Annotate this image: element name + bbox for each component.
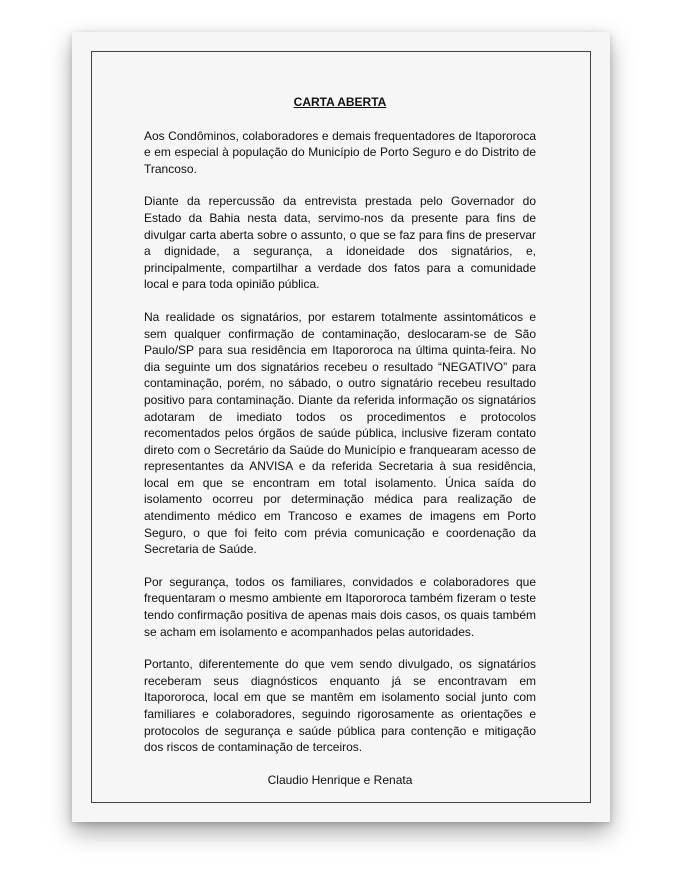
letter-title: CARTA ABERTA (293, 95, 387, 109)
paragraph-conclusion: Portanto, diferentemente do que vem sendo divulgado, os signatários receberam seus diagnósticos enquanto já se encontravam em Itapororoca, local em que se mantêm em isolamento social junto com familiares e colaboradores, seguindo rigorosamente as orientações e protocolos de segurança e saúde pública para contenção e mitigação dos riscos de contaminação de terceiros. (144, 657, 536, 755)
paragraph-greeting: Aos Condôminos, colaboradores e demais frequentadores de Itapororoca e em especial à população do Município de Porto Seguro e do Distrito de Trancoso. (144, 128, 536, 176)
paragraph-family: Por segurança, todos os familiares, convidados e colaboradores que frequentaram o mesmo ambiente em Itapororoca também fizeram o teste tendo confirmação positiva de apenas mais dois casos, os quais também se acham em isolamento e acompanhados pelas autoridades. (144, 574, 536, 639)
letter-sheet (72, 32, 610, 822)
paragraph-purpose: Diante da repercussão da entrevista prestada pelo Governador do Estado da Bahia nesta data, servimo-nos da presente para fins de divulgar carta aberta sobre o assunto, o que se faz para fins de preservar a dignidade, a segurança, a idoneidade dos signatários, e, principalmente, compartilhar a verdade dos fatos para a comunidade local e para toda opinião pública. (144, 194, 536, 292)
letter-body (144, 90, 536, 788)
paragraph-facts: Na realidade os signatários, por estarem totalmente assintomáticos e sem qualquer confirmação de contaminação, deslocaram-se de São Paulo/SP para sua residência em Itapororoca na última quinta-feira. No dia seguinte um dos signatários recebeu o resultado “NEGATIVO” para contaminação, porém, no sábado, o outro signatário recebeu resultado positivo para contaminação. Diante da referida informação os signatários adotaram de imediato todos os procedimentos e protocolos recomentados pelos órgãos de saúde pública, inclusive fizeram contato direto com o Secretário da Saúde do Município e franquearam acesso de representantes da ANVISA e da referida Secretaria à sua residência, local em que se encontram em total isolamento. Única saída do isolamento ocorreu por determinação médica para realização de atendimento médico em Trancoso e exames de imagens em Porto Seguro, o que foi feito com prévia comunicação e coordenação da Secretaria de Saúde. (144, 309, 536, 557)
signature: Claudio Henrique e Renata (267, 772, 413, 787)
